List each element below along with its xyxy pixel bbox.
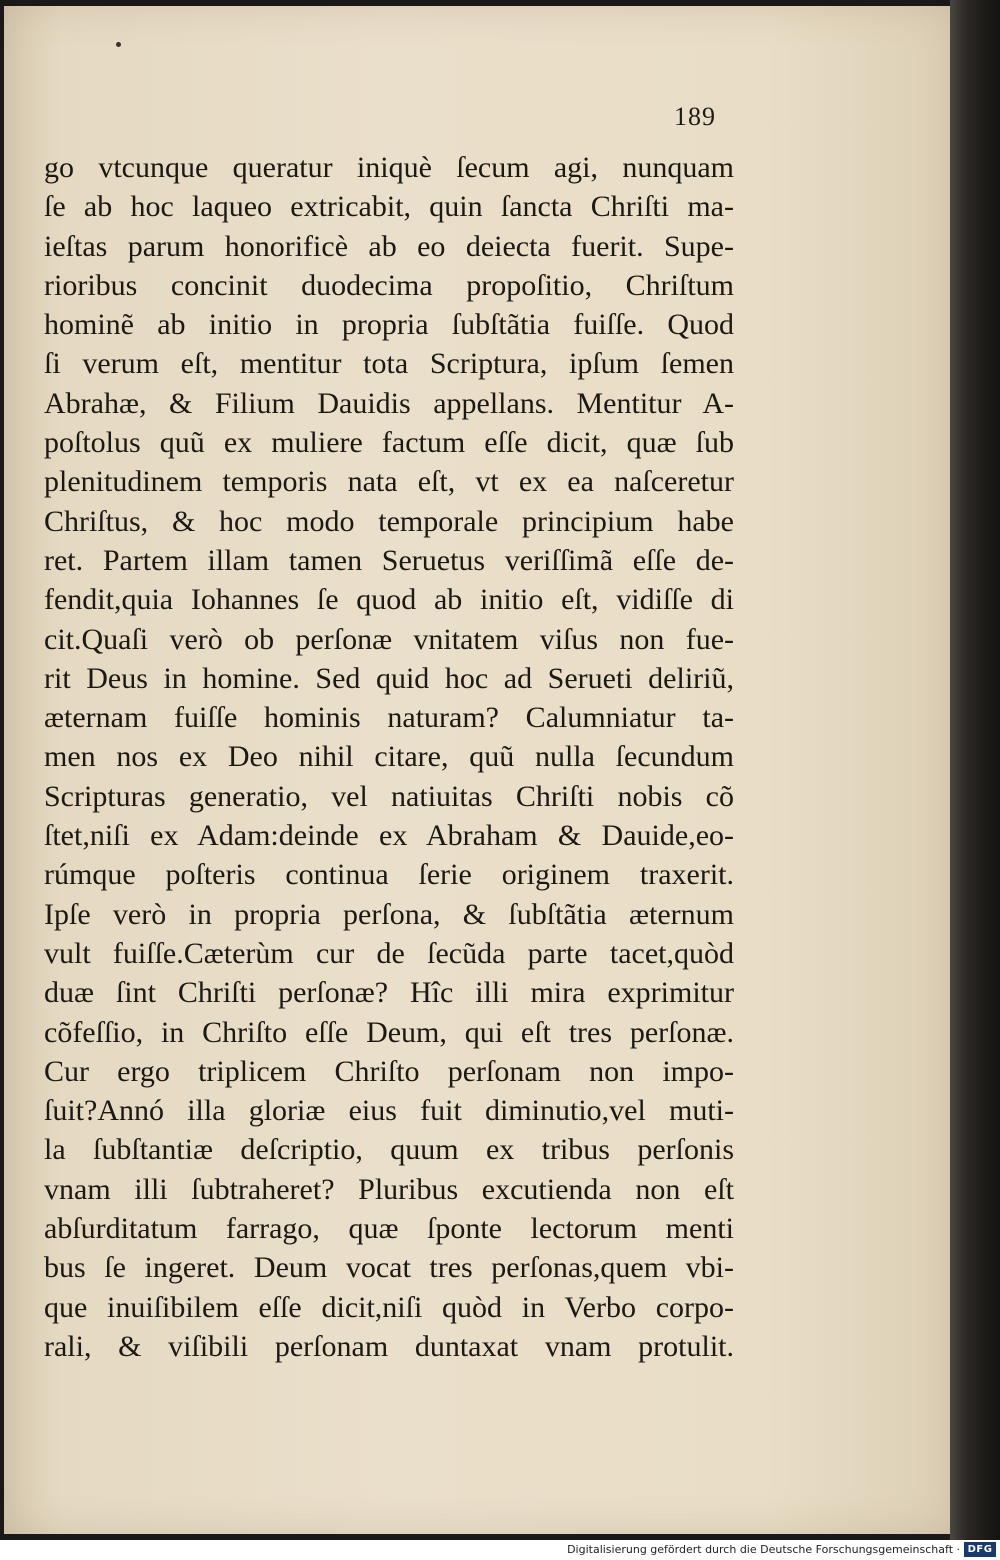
text-line: abſurditatum farrago, quæ ſponte lectorum menti — [44, 1212, 734, 1246]
text-line: Scripturas generatio, vel natiuitas Chriſti nobis cõ — [44, 779, 734, 813]
book-page — [4, 6, 956, 1534]
text-line: bus ſe ingeret. Deum vocat tres perſonas,quem vbi- — [44, 1251, 734, 1285]
text-line: rúmque poſteris continua ſerie originem traxerit. — [44, 858, 734, 892]
book-spine — [950, 0, 1000, 1540]
footer-credit: Digitalisierung gefördert durch die Deutsche Forschungsgemeinschaft · — [567, 1543, 960, 1556]
text-line: hominẽ ab initio in propria ſubſtãtia fuiſſe. Quod — [44, 308, 734, 342]
text-line: Abrahæ, & Filium Dauidis appellans. Mentitur A- — [44, 386, 734, 420]
text-line: vult fuiſſe.Cæterùm cur de ſecũda parte tacet,quòd — [44, 936, 734, 970]
text-line: ſtet,niſi ex Adam:deinde ex Abraham & Dauide,eo- — [44, 819, 734, 853]
text-line: ieſtas parum honorificè ab eo deiecta fuerit. Supe- — [44, 229, 734, 263]
text-line: rit Deus in homine. Sed quid hoc ad Serueti deliriũ, — [44, 661, 734, 695]
body-text — [44, 148, 734, 1366]
text-line: plenitudinem temporis nata eſt, vt ex ea naſceretur — [44, 465, 734, 499]
text-line: vnam illi ſubtraheret? Pluribus excutienda non eſt — [44, 1172, 734, 1206]
text-line: Ipſe verò in propria perſona, & ſubſtãtia æternum — [44, 897, 734, 931]
text-line: fendit,quia Iohannes ſe quod ab initio eſt, vidiſſe di — [44, 583, 734, 617]
text-line: rali, & viſibili perſonam duntaxat vnam protulit. — [44, 1329, 734, 1363]
text-line: que inuiſibilem eſſe dicit,niſi quòd in Verbo corpo- — [44, 1290, 734, 1324]
text-line: duæ ſint Chriſti perſonæ? Hîc illi mira exprimitur — [44, 976, 734, 1010]
text-line: ſi verum eſt, mentitur tota Scriptura, ipſum ſemen — [44, 347, 734, 381]
text-line: poſtolus quũ ex muliere factum eſſe dicit, quæ ſub — [44, 426, 734, 460]
text-line: go vtcunque queratur iniquè ſecum agi, nunquam — [44, 151, 734, 184]
text-line: ſuit?Annó illa gloriæ eius fuit diminutio,vel muti- — [44, 1094, 734, 1128]
text-line: men nos ex Deo nihil citare, quũ nulla ſecundum — [44, 740, 734, 774]
text-line: cõfeſſio, in Chriſto eſſe Deum, qui eſt tres perſonæ. — [44, 1015, 734, 1049]
text-line: ſe ab hoc laqueo extricabit, quin ſancta Chriſti ma- — [44, 190, 734, 224]
text-line: æternam fuiſſe hominis naturam? Calumniatur ta- — [44, 701, 734, 735]
dfg-logo-icon: DFG — [964, 1542, 996, 1557]
text-line: ret. Partem illam tamen Seruetus veriſſimã eſſe de- — [44, 543, 734, 577]
text-line: Cur ergo triplicem Chriſto perſonam non impo- — [44, 1054, 734, 1088]
ink-spot — [116, 42, 121, 47]
text-line: la ſubſtantiæ deſcriptio, quum ex tribus perſonis — [44, 1133, 734, 1167]
text-line: rioribus concinit duodecima propoſitio, Chriſtum — [44, 268, 734, 302]
text-line: cit.Quaſi verò ob perſonæ vnitatem viſus non fue- — [44, 622, 734, 656]
text-line: Chriſtus, & hoc modo temporale principium habe — [44, 504, 734, 538]
page-number: 189 — [674, 102, 716, 131]
